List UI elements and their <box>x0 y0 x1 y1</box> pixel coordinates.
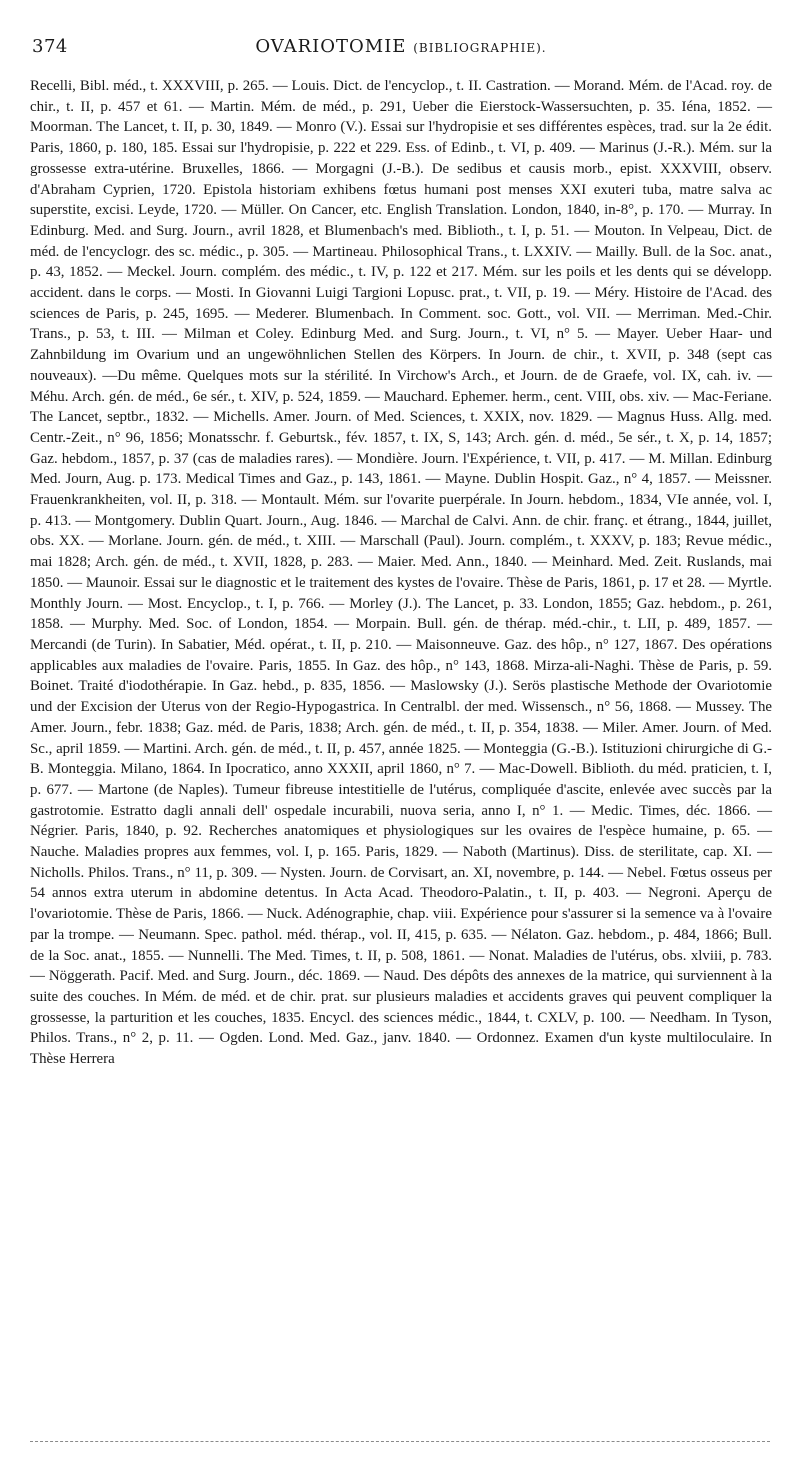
footer-divider <box>30 1441 770 1442</box>
bibliography-body <box>30 76 772 1070</box>
page <box>30 34 772 1070</box>
bibliography-paragraph: Recelli, Bibl. méd., t. XXXVIII, p. 265. — Louis. Dict. de l'encyclop., t. II. Castration. — Morand. Mém. de l'Acad. roy. de chir., t. II, p. 457 et 61. — Martin. Mém. de méd., p. 291, Ueber die Eierstock-Wassersuchten, p. 35. Iéna, 1852. — Moorman. The Lancet, t. II, p. 30, 1849. — Monro (V.). Essai sur l'hydropisie et ses différentes espèces, trad. sur la 2e édit. Paris, 1860, p. 180, 185. Essai sur l'hydropisie, p. 222 et 229. Ess. of Edinb., t. VI, p. 409. — Marinus (J.-R.). Mém. sur la grossesse extra-utérine. Bruxelles, 1866. — Morgagni (J.-B.). De sedibus et causis morb., epist. XXXVIII, observ. d'Abraham Cyprien, 1720. Epistola historiam exhibens fœtus humani post menses XXI exuteri tuba, matre salva ac superstite, excisi. Leyde, 1720. — Müller. On Cancer, etc. English Translation. London, 1840, in-8°, p. 170. — Murray. In Edinburg. Med. and Surg. Journ., avril 1828, et Blumenbach's med. Biblioth., t. I, p. 51. — Mouton. In Velpeau, Dict. de méd. de l'encyclogr. des sc. médic., p. 305. — Martineau. Philosophical Trans., t. LXXIV. — Mailly. Bull. de la Soc. anat., p. 43, 1852. — Meckel. Journ. complém. des médic., t. IV, p. 122 et 217. Mém. sur les poils et les dents qui se développ. accident. dans le corps. — Mosti. In Giovanni Luigi Targioni Lopusc. prat., t. VII, p. 19. — Méry. Histoire de l'Acad. des sciences de Paris, p. 245, 1695. — Mederer. Blumenbach. In Comment. soc. Gott., vol. VII. — Merriman. Med.-Chir. Trans., p. 53, t. III. — Milman et Coley. Edinburg Med. and Surg. Journ., t. VI, n° 5. — Mayer. Ueber Haar- und Zahnbildung im Ovarium und an ungewöhnlichen Stellen des Körpers. In Journ. de chir., t. XVII, p. 348 (sept cas nouveaux). —Du même. Quelques mots sur la stérilité. In Virchow's Arch., et Journ. de de Graefe, vol. IX, cah. iv. — Méhu. Arch. gén. de méd., 6e sér., t. XIV, p. 524, 1859. — Mauchard. Ephemer. herm., cent. VIII, obs. xiv. — Mac-Feriane. The Lancet, septbr., 1832. — Michells. Amer. Journ. of Med. Sciences, t. XXIX, nov. 1829. — Magnus Huss. Allg. med. Centr.-Zeit., n° 96, 1856; Monatsschr. f. Geburtsk., fév. 1857, t. IX, S, 143; Arch. gén. d. méd., 5e sér., t. X, p. 14, 1857; Gaz. hebdom., 1857, p. 37 (cas de maladies rares). — Mondière. Journ. l'Expérience, t. VII, p. 417. — M. Millan. Edinburg Med. Journ, Aug. p. 173. Medical Times and Gaz., p. 143, 1861. — Mayne. Dublin Hospit. Gaz., n° 4, 1857. — Meissner. Frauenkrankheiten, vol. II, p. 318. — Montault. Mém. sur l'ovarite puerpérale. In Journ. hebdom., 1834, VIe année, vol. I, p. 413. — Montgomery. Dublin Quart. Journ., Aug. 1846. — Marchal de Calvi. Ann. de chir. franç. et étrang., 1844, juillet, obs. XX. — Morlane. Journ. gén. de méd., t. XIII. — Marschall (Paul). Journ. complém., t. XXXV, p. 183; Revue médic., mai 1828; Arch. gén. de méd., t. XVII, 1828, p. 283. — Maier. Med. Ann., 1840. — Meinhard. Med. Zeit. Ruslands, mai 1850. — Maunoir. Essai sur le diagnostic et le traitement des kystes de l'ovaire. Thèse de Paris, 1861, p. 17 et 28. — Myrtle. Monthly Journ. — Most. Encyclop., t. I, p. 766. — Morley (J.). The Lancet, p. 33. London, 1855; Gaz. hebdom., p. 261, 1858. — Murphy. Med. Soc. of London, 1854. — Morpain. Bull. gén. de thérap. méd.-chir., t. LII, p. 489, 1857. — Mercandi (de Turin). In Sabatier, Méd. opérat., t. II, p. 210. — Maisonneuve. Gaz. des hôp., n° 127, 1867. Des opérations applicables aux maladies de l'ovaire. Paris, 1855. In Gaz. des hôp., n° 143, 1868. Mirza-ali-Naghi. Thèse de Paris, p. 59. Boinet. Traité d'iodothérapie. In Gaz. hebd., p. 835, 1856. — Maslowsky (J.). Serös plastische Methode der Ovariotomie und der Excision der Uterus von der Regio-Hypogastrica. In Centralbl. der med. Wissensch., n° 56, 1868. — Mussey. The Amer. Journ., febr. 1838; Gaz. méd. de Paris, 1838; Arch. gén. de méd., t. II, p. 354, 1838. — Miler. Amer. Journ. of Med. Sc., april 1859. — Martini. Arch. gén. de méd., t. II, p. 457, année 1825. — Monteggia (G.-B.). Istituzioni chirurgiche di G.-B. Monteggia. Milano, 1864. In Ipocratico, anno XXXII, april 1860, n° 7. — Mac-Dowell. Biblioth. du méd. praticien, t. I, p. 677. — Martone (de Naples). Tumeur fibreuse intestitielle de l'utérus, compliquée d'ascite, enlevée avec succès par la gastrotomie. Estratto dagli annali dell' ospedale incurabili, nuova seria, anno I, n° 1. — Medic. Times, déc. 1866. — Négrier. Paris, 1840, p. 92. Recherches anatomiques et physiologiques sur les ovaires de l'espèce humaine, p. 65. — Nauche. Maladies propres aux femmes, vol. I, p. 165. Paris, 1829. — Naboth (Martinus). Diss. de sterilitate, cap. XI. — Nicholls. Philos. Trans., n° 11, p. 309. — Nysten. Journ. de Corvisart, an. XI, novembre, p. 144. — Nebel. Fœtus osseus per 54 annos extra uterum in abdomine detentus. In Acta Acad. Theodoro-Palatin., t. II, p. 403. — Negroni. Aperçu de l'ovariotomie. Thèse de Paris, 1866. — Nuck. Adénographie, chap. viii. Expérience pour s'assurer si la semence va à l'ovaire par la trompe. — Neumann. Spec. pathol. méd. thérap., vol. II, 415, p. 635. — Nélaton. Gaz. hebdom., p. 484, 1866; Bull. de la Soc. anat., 1855. — Nunnelli. The Med. Times, t. II, p. 508, 1861. — Nonat. Maladies de l'utérus, obs. xlviii, p. 783. — Nöggerath. Pacif. Med. and Surg. Journ., déc. 1869. — Naud. Des dépôts des annexes de la matrice, qui surviennent à la suite des couches. In Mém. de méd. et de chir. prat. sur plusieurs maladies et accidents graves qui peuvent compliquer la grossesse, la parturition et les couches, 1835. Encycl. des sciences médic., 1844, t. CXLV, p. 100. — Needham. In Tyson, Philos. Trans., n° 2, p. 11. — Ogden. Lond. Med. Gaz., janv. 1840. — Ordonnez. Examen d'un kyste multiloculaire. In Thèse Herrera <box>30 78 772 1068</box>
page-number: 374 <box>32 36 68 57</box>
running-title-main: OVARIOTOMIE <box>255 36 407 57</box>
page-header <box>30 34 772 68</box>
running-title <box>30 36 772 57</box>
running-title-sub: (BIBLIOGRAPHIE). <box>413 41 547 55</box>
